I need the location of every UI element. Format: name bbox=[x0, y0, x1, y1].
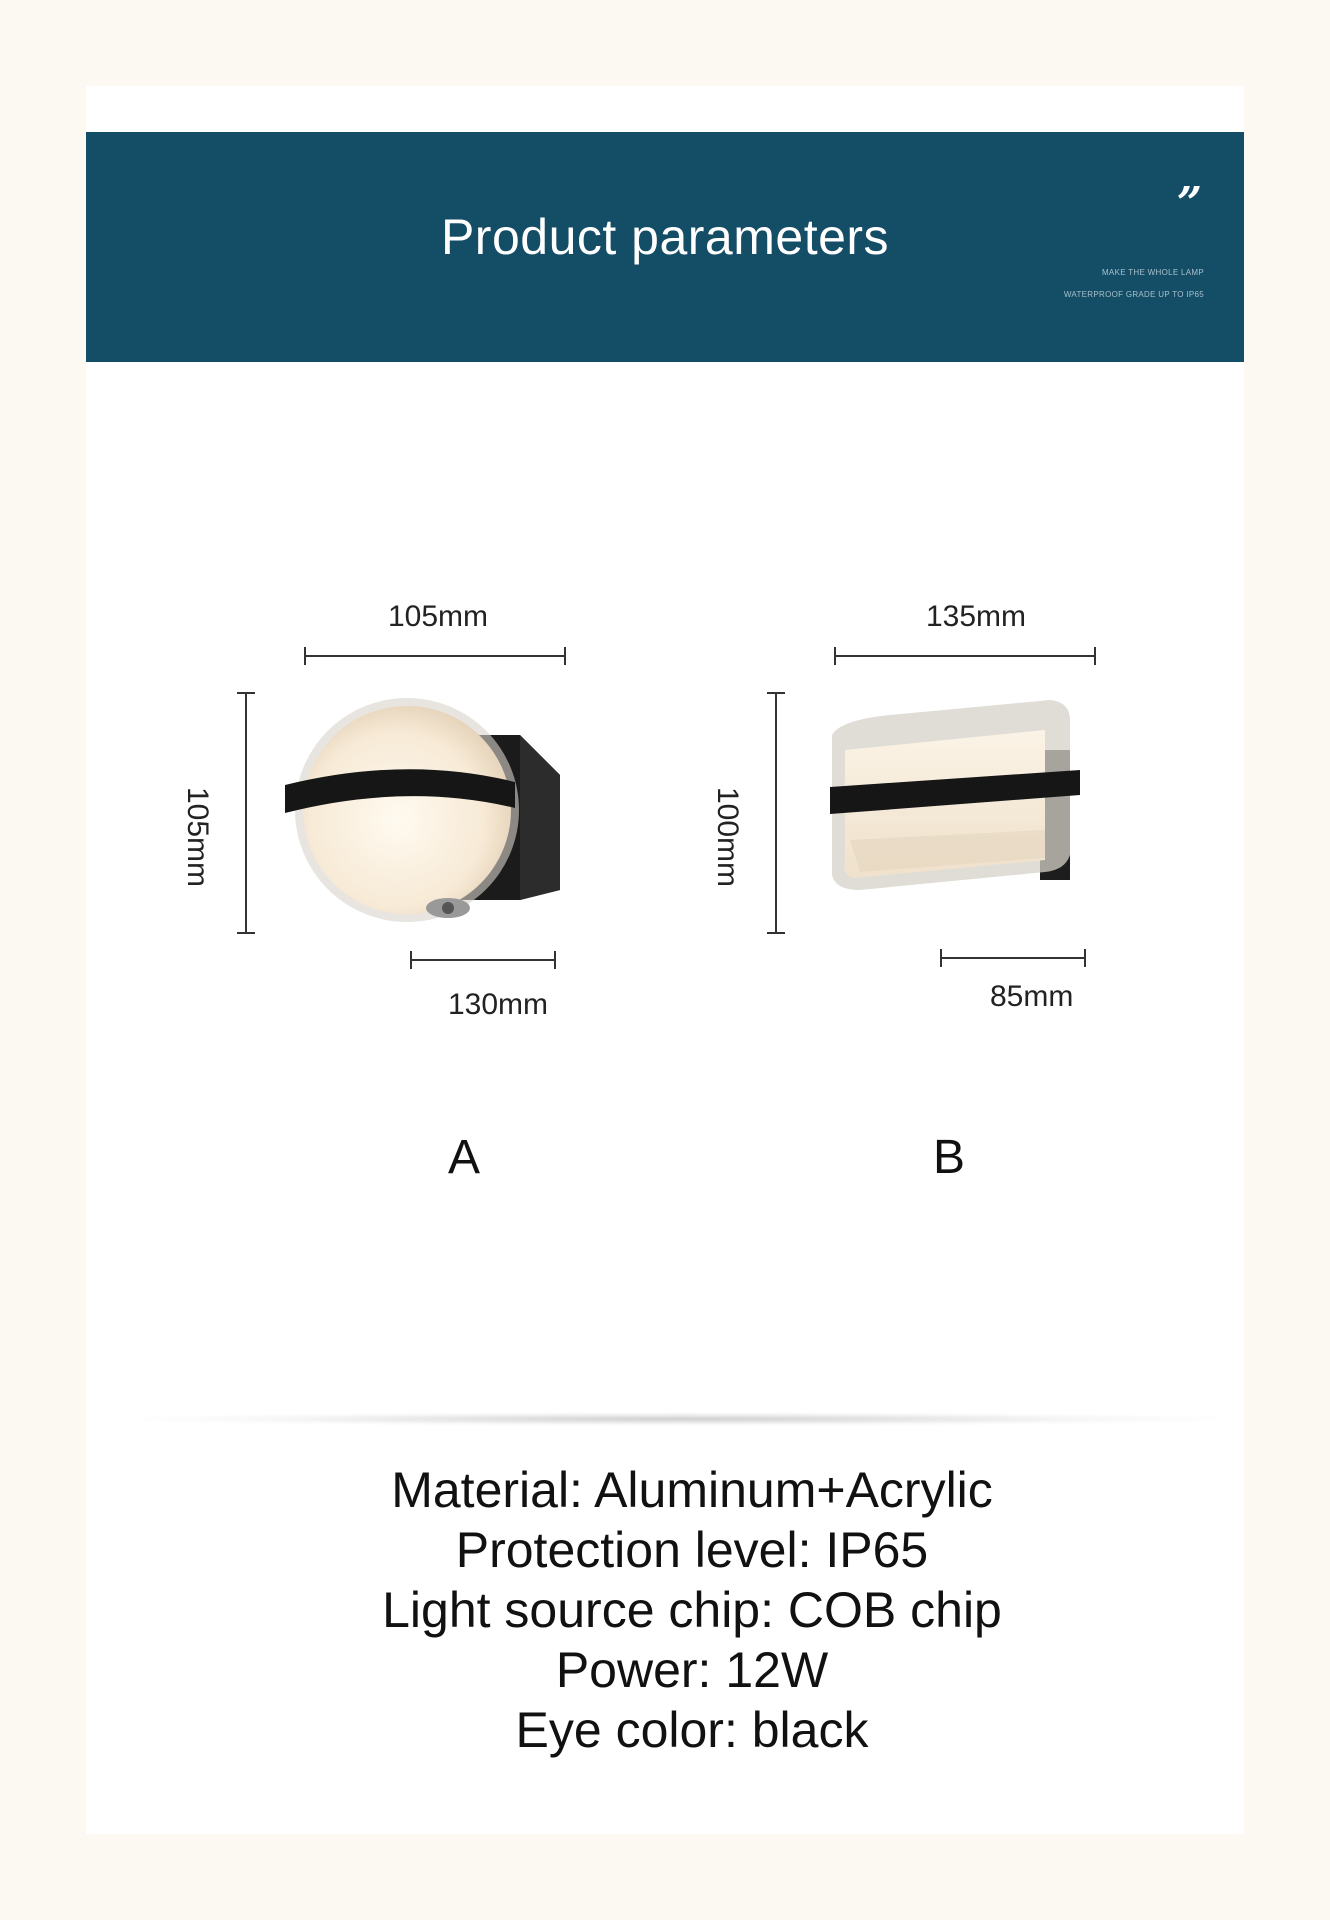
product-b-height-line bbox=[775, 692, 777, 934]
product-a-label: A bbox=[448, 1131, 481, 1184]
spec-eye-color: Eye color: black bbox=[515, 1702, 869, 1758]
product-b-lamp-image bbox=[820, 690, 1090, 920]
divider-shadow bbox=[140, 1412, 1220, 1426]
quote-icon: ” bbox=[1176, 178, 1202, 229]
banner-small-text-2: WATERPROOF GRADE UP TO IP65 bbox=[1063, 290, 1204, 299]
product-a-height-label: 105mm bbox=[181, 786, 215, 888]
product-a-depth-line bbox=[410, 959, 556, 961]
spec-light-source-chip: Light source chip: COB chip bbox=[382, 1582, 1002, 1638]
product-a-width-label: 105mm bbox=[388, 600, 489, 633]
product-b-depth-line bbox=[940, 957, 1086, 959]
product-b-depth-label: 85mm bbox=[990, 980, 1074, 1013]
product-b-label: B bbox=[933, 1131, 966, 1184]
spec-material: Material: Aluminum+Acrylic bbox=[391, 1462, 993, 1518]
product-b-height-label: 100mm bbox=[711, 786, 745, 888]
spec-list bbox=[86, 1460, 1298, 1760]
spec-protection-level: Protection level: IP65 bbox=[455, 1522, 929, 1578]
product-a-lamp-image bbox=[270, 680, 570, 940]
page-title: Product parameters bbox=[440, 209, 890, 265]
product-b-width-label: 135mm bbox=[926, 600, 1027, 633]
product-a-height-line bbox=[245, 692, 247, 934]
product-a-depth-label: 130mm bbox=[448, 988, 549, 1021]
banner-small-text-1: MAKE THE WHOLE LAMP bbox=[1101, 268, 1204, 277]
spec-power: Power: 12W bbox=[555, 1642, 829, 1698]
product-a-width-line bbox=[304, 655, 566, 657]
product-b-width-line bbox=[834, 655, 1096, 657]
header-banner bbox=[86, 132, 1244, 362]
